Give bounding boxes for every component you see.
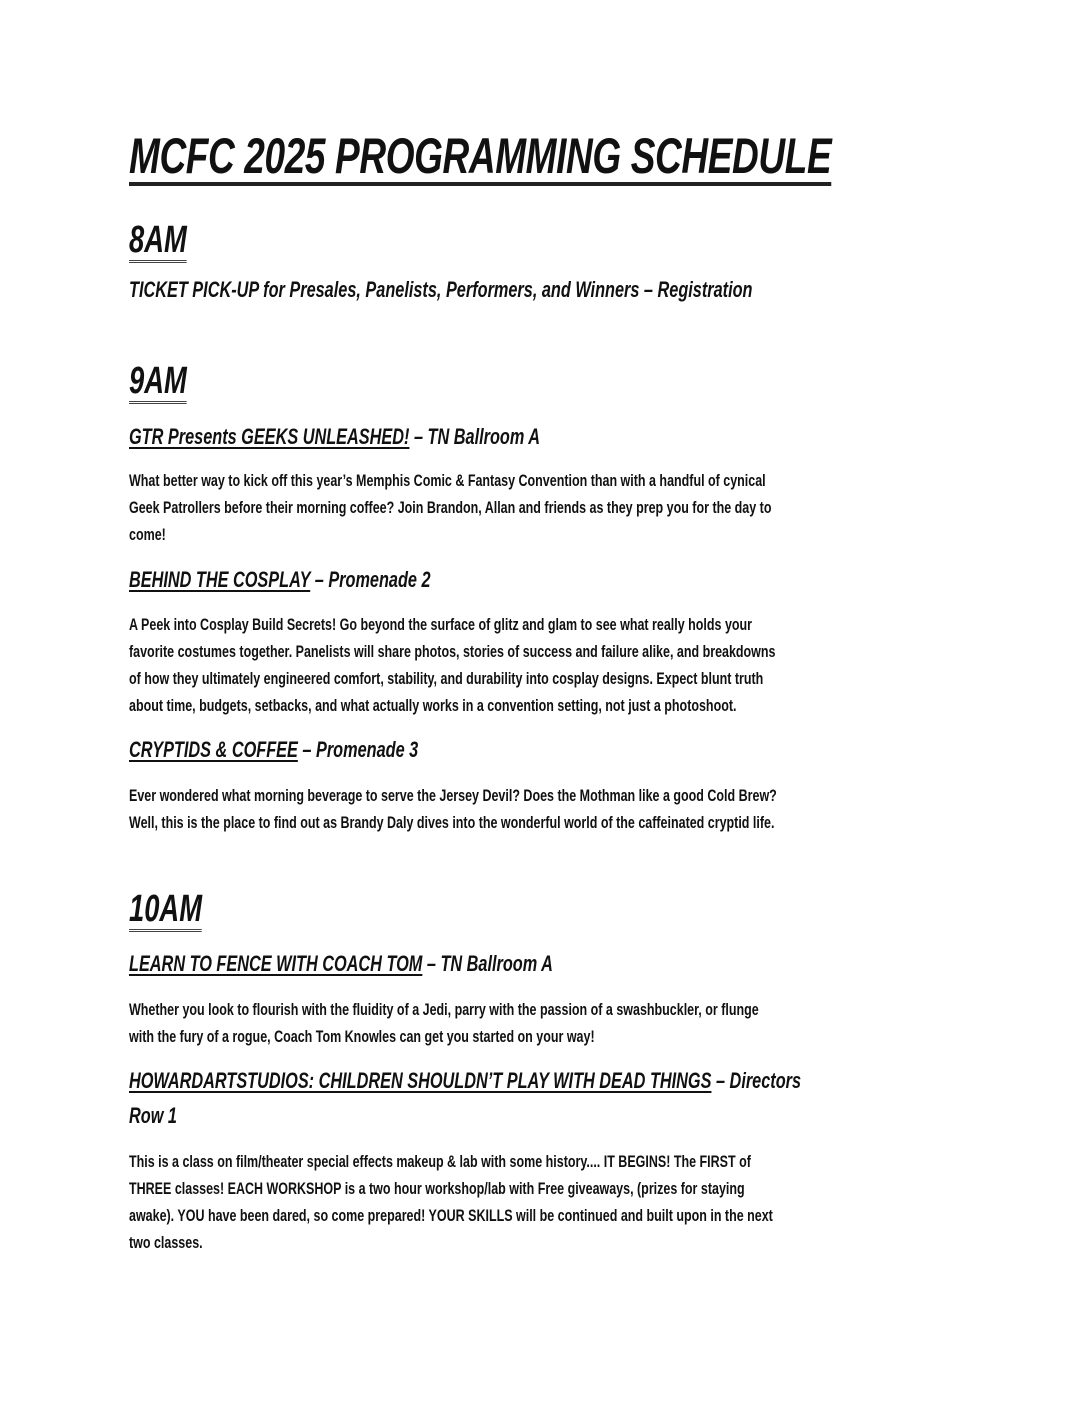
time-heading-10am: 10AM xyxy=(129,888,202,930)
time-heading-8am: 8AM xyxy=(129,219,187,261)
event-location: – Promenade 2 xyxy=(310,567,431,592)
event-name: HOWARDARTSTUDIOS: CHILDREN SHOULDN’T PLAY WITH DEAD THINGS xyxy=(129,1068,712,1093)
description-line: Whether you look to flourish with the fluidity of a Jedi, parry with the passion of a swashbuckler, or flunge xyxy=(129,1000,759,1019)
description-line: What better way to kick off this year’s Memphis Comic & Fantasy Convention than with a handful of cynical xyxy=(129,471,766,490)
ticket-pickup-note: TICKET PICK-UP for Presales, Panelists, Performers, and Winners – Registration xyxy=(129,277,753,302)
description-line: two classes. xyxy=(129,1233,203,1252)
description-line: A Peek into Cosplay Build Secrets! Go beyond the surface of glitz and glam to see what really holds your xyxy=(129,615,753,634)
event-location: – TN Ballroom A xyxy=(422,951,553,976)
event-location: – Promenade 3 xyxy=(297,737,419,762)
description-line: THREE classes! EACH WORKSHOP is a two hour workshop/lab with Free giveaways, (prizes for staying xyxy=(129,1179,745,1198)
event-description-cryptids-coffee xyxy=(129,782,777,836)
event-description-learn-to-fence xyxy=(129,996,759,1050)
description-line: about time, budgets, setbacks, and what actually works in a convention setting, not just a photoshoot. xyxy=(129,696,737,715)
event-name: BEHIND THE COSPLAY xyxy=(129,567,311,592)
event-location-continued: Row 1 xyxy=(129,1103,177,1128)
event-title-geeks-unleashed xyxy=(129,424,540,450)
event-title-cryptids-coffee xyxy=(129,737,418,763)
description-line: come! xyxy=(129,525,166,544)
event-name: GTR Presents GEEKS UNLEASHED! xyxy=(129,424,410,449)
event-title-howardartstudios xyxy=(129,1068,801,1094)
event-name: CRYPTIDS & COFFEE xyxy=(129,737,298,762)
event-title-learn-to-fence xyxy=(129,951,553,977)
time-heading-9am: 9AM xyxy=(129,360,187,402)
event-name: LEARN TO FENCE WITH COACH TOM xyxy=(129,951,423,976)
event-description-geeks-unleashed xyxy=(129,467,771,548)
description-line: Geek Patrollers before their morning coffee? Join Brandon, Allan and friends as they prep you for the day to xyxy=(129,498,772,517)
description-line: of how they ultimately engineered comfort, stability, and durability into cosplay designs. Expect blunt truth xyxy=(129,669,764,688)
event-description-howardartstudios xyxy=(129,1148,773,1256)
description-line: Ever wondered what morning beverage to serve the Jersey Devil? Does the Mothman like a good Cold Brew? xyxy=(129,786,777,805)
event-location: – TN Ballroom A xyxy=(409,424,541,449)
page-title: MCFC 2025 PROGRAMMING SCHEDULE xyxy=(129,128,832,184)
description-line: This is a class on film/theater special effects makeup & lab with some history.... IT BEGINS! The FIRST of xyxy=(129,1152,751,1171)
description-line: Well, this is the place to find out as Brandy Daly dives into the wonderful world of the caffeinated cryptid life. xyxy=(129,813,775,832)
event-location: – Directors xyxy=(711,1068,802,1093)
event-description-behind-the-cosplay xyxy=(129,611,775,719)
description-line: with the fury of a rogue, Coach Tom Knowles can get you started on your way! xyxy=(129,1027,595,1046)
event-title-behind-the-cosplay xyxy=(129,567,431,593)
description-line: favorite costumes together. Panelists will share photos, stories of success and failure alike, and breakdowns xyxy=(129,642,776,661)
description-line: awake). YOU have been dared, so come prepared! YOUR SKILLS will be continued and built upon in the next xyxy=(129,1206,773,1225)
